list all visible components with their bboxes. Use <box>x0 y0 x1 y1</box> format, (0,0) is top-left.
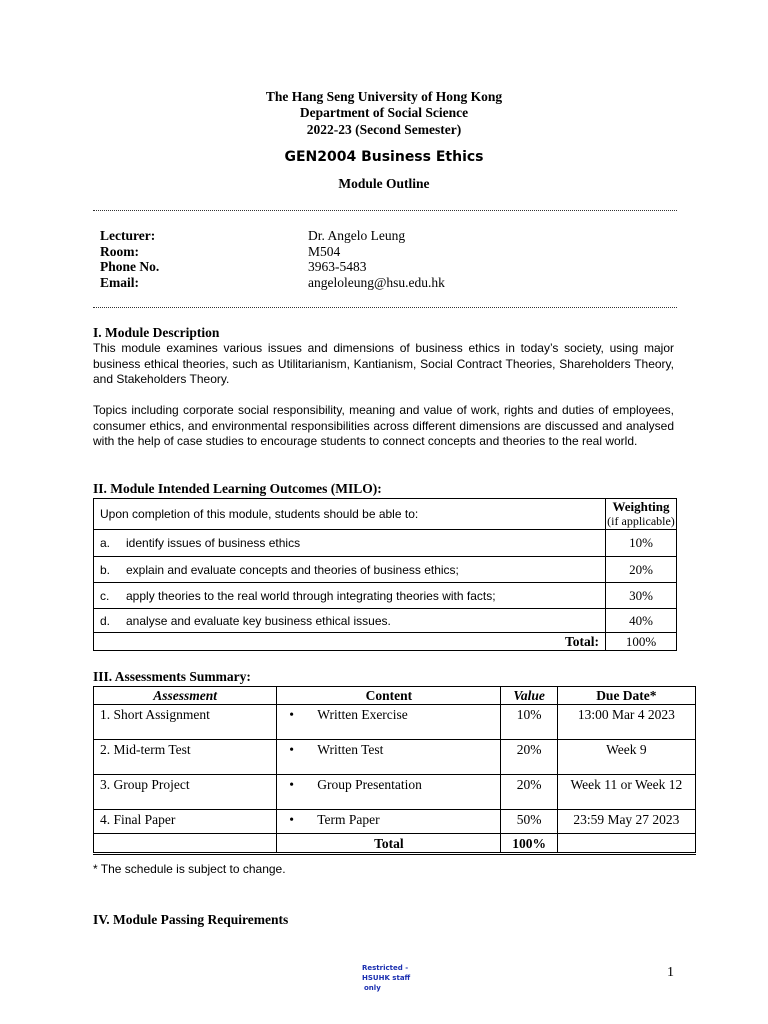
department-name: Department of Social Science <box>299 105 469 120</box>
weighting-label: Weighting <box>612 499 670 514</box>
outcome-weight: 10% <box>606 530 677 557</box>
schedule-note: * The schedule is subject to change. <box>93 862 286 876</box>
section-heading: I. Module Description <box>93 325 220 340</box>
outcome-weight: 30% <box>606 583 677 609</box>
table-row <box>94 740 696 775</box>
table-row <box>94 499 677 530</box>
assessment-name: 2. Mid-term Test <box>94 740 277 775</box>
email-link[interactable]: angeloleung@hsu.edu.hk <box>308 274 445 290</box>
assessment-name: 1. Short Assignment <box>94 705 277 740</box>
assessment-content: • Written Exercise <box>277 705 501 740</box>
milo-outcome <box>94 583 606 609</box>
university-name: The Hang Seng University of Hong Kong <box>265 89 503 104</box>
contact-row <box>100 275 660 291</box>
contact-value: Dr. Angelo Leung <box>308 228 406 243</box>
column-header: Value <box>501 687 557 705</box>
milo-table <box>93 498 677 651</box>
column-header: Assessment <box>94 687 277 705</box>
page-number: 1 <box>667 965 674 980</box>
milo-outcome <box>94 557 606 583</box>
document-type: Module Outline <box>338 176 430 191</box>
milo-intro: Upon completion of this module, students should be able to: <box>94 499 606 530</box>
contact-label: Phone No. <box>100 259 160 274</box>
assessment-total-label: Total <box>277 834 501 854</box>
course-title: GEN2004 Business Ethics <box>284 149 484 165</box>
assessment-due: Week 11 or Week 12 <box>557 775 695 810</box>
outcome-label: d. <box>100 613 111 628</box>
outcome-label: b. <box>100 562 111 577</box>
weighting-note: (if applicable) <box>607 514 675 528</box>
outcome-label: a. <box>100 536 111 550</box>
table-row <box>94 583 677 609</box>
assessment-name: 3. Group Project <box>94 775 277 810</box>
semester: 2022-23 (Second Semester) <box>306 122 462 137</box>
assessment-content: • Group Presentation <box>277 775 501 810</box>
contact-value: 3963-5483 <box>308 259 367 274</box>
column-header: Content <box>277 687 501 705</box>
contact-row <box>100 259 660 275</box>
outcome-weight: 40% <box>606 609 677 633</box>
assessment-value: 20% <box>501 775 557 810</box>
assessments-table <box>93 686 696 855</box>
weighting-header <box>606 499 677 530</box>
dotted-divider <box>93 210 677 211</box>
table-row <box>94 775 696 810</box>
contact-label: Room: <box>100 243 139 259</box>
table-row <box>94 557 677 583</box>
assessment-name: 4. Final Paper <box>94 810 277 834</box>
restricted-label: Restricted - HSUHK staff only <box>362 964 411 992</box>
assessment-value: 50% <box>501 810 557 834</box>
outcome-weight: 20% <box>606 557 677 583</box>
outcome-label: c. <box>100 588 110 603</box>
outcome-text: apply theories to the real world through integrating theories with facts; <box>126 588 496 603</box>
assessment-content: • Term Paper <box>277 810 501 834</box>
assessment-value: 10% <box>501 705 557 740</box>
table-row <box>94 705 696 740</box>
assessment-due: 23:59 May 27 2023 <box>557 810 695 834</box>
contact-label: Lecturer: <box>100 228 156 243</box>
bullet: • <box>289 742 294 757</box>
empty-cell <box>94 834 277 854</box>
section-heading: III. Assessments Summary: <box>93 669 251 684</box>
contact-label: Email: <box>100 274 139 290</box>
bullet: • <box>289 777 294 792</box>
bullet: • <box>289 707 294 722</box>
milo-total-label: Total: <box>94 633 606 651</box>
bullet: • <box>289 812 294 827</box>
assessment-content: • Written Test <box>277 740 501 775</box>
milo-outcome <box>94 530 606 557</box>
table-row <box>94 810 696 834</box>
table-total-row <box>94 834 696 854</box>
description-paragraph: This module examines various issues and dimensions of business ethics in today’s society, using major business ethical theories, such as Utilitarianism, Kantianism, Social Contract Theories, Shareholders Theory, and Stakeholders Theory. <box>93 341 674 387</box>
table-row <box>94 530 677 557</box>
dotted-divider <box>93 307 677 308</box>
assessment-due: Week 9 <box>557 740 695 775</box>
topics-paragraph: Topics including corporate social responsibility, meaning and value of work, rights and duties of employees, consumer ethics, and environmental responsibilities across different dimensions are discussed and analysed with the help of case studies to encourage students to connect concepts and theories to the real world. <box>93 403 674 449</box>
table-row <box>94 609 677 633</box>
assessment-value: 20% <box>501 740 557 775</box>
column-header: Due Date* <box>557 687 695 705</box>
outcome-text: analyse and evaluate key business ethical issues. <box>126 613 391 628</box>
table-row <box>94 633 677 651</box>
milo-outcome <box>94 609 606 633</box>
contact-value: M504 <box>308 243 341 259</box>
milo-total-value: 100% <box>606 633 677 651</box>
contact-row <box>100 228 660 244</box>
outcome-text: explain and evaluate concepts and theories of business ethics; <box>126 562 459 577</box>
table-header-row <box>94 687 696 705</box>
contact-block <box>100 228 660 290</box>
contact-row <box>100 244 660 260</box>
assessment-due: 13:00 Mar 4 2023 <box>557 705 695 740</box>
assessment-total-value: 100% <box>501 834 557 854</box>
outcome-text: identify issues of business ethics <box>126 536 301 550</box>
section-heading: IV. Module Passing Requirements <box>93 912 289 927</box>
section-heading: II. Module Intended Learning Outcomes (MILO): <box>93 481 382 496</box>
empty-cell <box>557 834 695 854</box>
